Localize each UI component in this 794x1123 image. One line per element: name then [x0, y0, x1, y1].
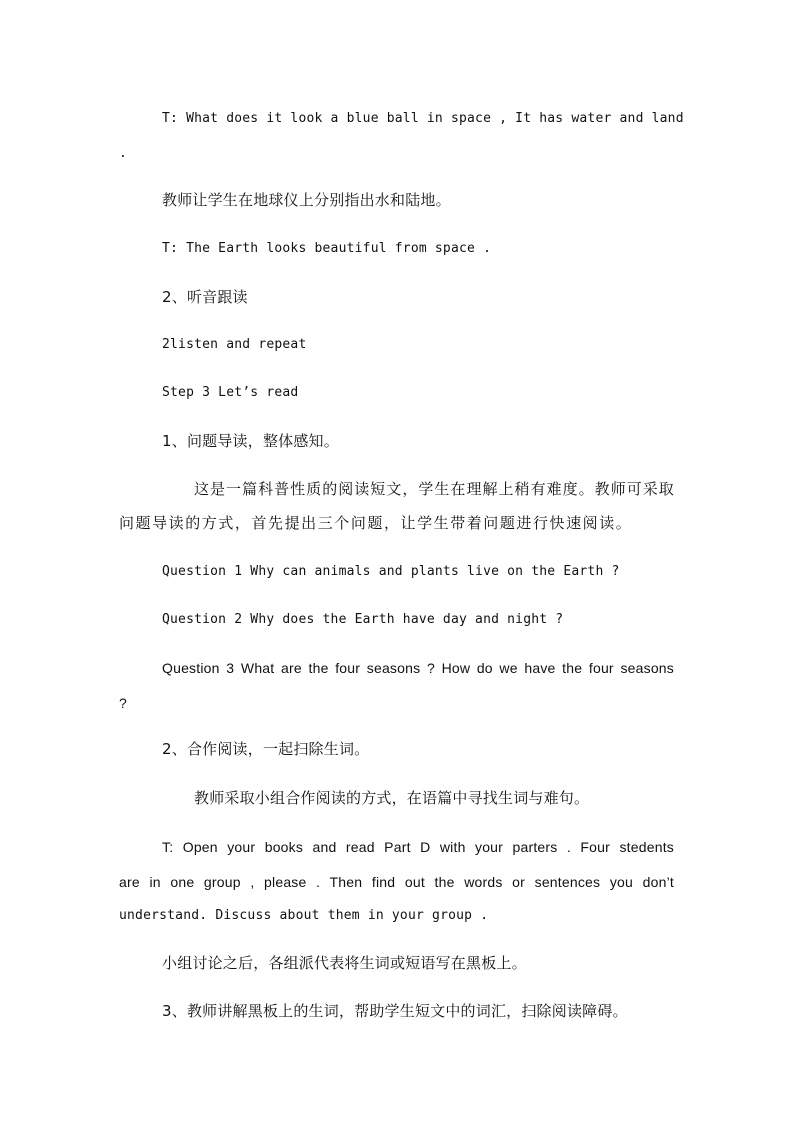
question-3-wrap: ?	[119, 695, 127, 711]
paragraph-line-one-group: are in one group , please . Then find out the words or sentences you don’t	[119, 874, 674, 890]
paragraph-line-intro-1: 这是一篇科普性质的阅读短文，学生在理解上稍有难度。教师可采取	[194, 480, 674, 498]
paragraph-line-teacher-question: T: What does it look a blue ball in space , It has water and land	[162, 111, 684, 126]
paragraph-line-globe: 教师让学生在地球仪上分别指出水和陆地。	[162, 191, 451, 209]
paragraph-line-group-reading: 教师采取小组合作阅读的方式，在语篇中寻找生词与难句。	[194, 789, 590, 807]
paragraph-line-blackboard: 小组讨论之后，各组派代表将生词或短语写在黑板上。	[162, 954, 527, 972]
question-1: Question 1 Why can animals and plants live on the Earth ?	[162, 564, 620, 579]
paragraph-line-wrap: .	[119, 146, 128, 161]
paragraph-line-open-books: T: Open your books and read Part D with your parters . Four stedents	[162, 839, 674, 855]
section-heading-listen: 2、听音跟读	[162, 288, 248, 306]
section-heading-step3: Step 3 Let’s read	[162, 385, 299, 400]
paragraph-line-discuss: understand. Discuss about them in your group .	[119, 908, 489, 923]
paragraph-line-intro-2: 问题导读的方式，首先提出三个问题，让学生带着问题进行快速阅读。	[119, 514, 631, 532]
question-3: Question 3 What are the four seasons ? How do we have the four seasons	[162, 660, 674, 676]
paragraph-line-listen-repeat: 2listen and repeat	[162, 337, 307, 352]
paragraph-line-earth-beautiful: T: The Earth looks beautiful from space .	[162, 241, 492, 256]
section-heading-vocabulary: 3、教师讲解黑板上的生词，帮助学生短文中的词汇，扫除阅读障碍。	[162, 1002, 628, 1020]
section-heading-guided-reading: 1、问题导读，整体感知。	[162, 432, 339, 450]
section-heading-cooperative-reading: 2、合作阅读，一起扫除生词。	[162, 740, 370, 758]
question-2: Question 2 Why does the Earth have day and night ?	[162, 612, 564, 627]
